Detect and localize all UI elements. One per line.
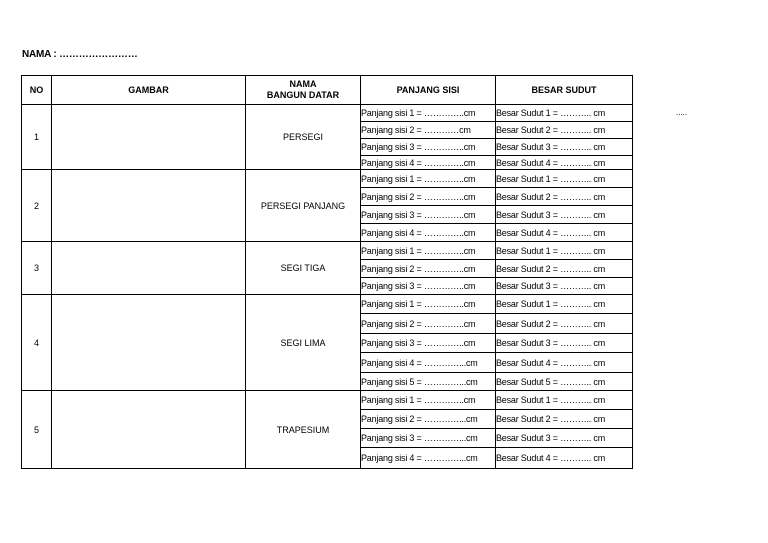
panjang-sisi-field[interactable]: Panjang sisi 1 = …………..cm (361, 170, 496, 188)
panjang-sisi-field[interactable]: Panjang sisi 2 = …………..cm (361, 188, 496, 206)
gambar-cell[interactable] (52, 170, 246, 242)
besar-sudut-field[interactable]: Besar Sudut 4 = ……….. cm (496, 224, 633, 242)
besar-sudut-field[interactable]: Besar Sudut 3 = ……….. cm (496, 429, 633, 448)
besar-sudut-field[interactable]: Besar Sudut 3 = ……….. cm (496, 206, 633, 224)
panjang-sisi-field[interactable]: Panjang sisi 3 = …………..cm (361, 334, 496, 353)
col-header-panjang-sisi: PANJANG SISI (361, 76, 496, 105)
panjang-sisi-field[interactable]: Panjang sisi 2 = …………..cm (361, 260, 496, 278)
panjang-sisi-field[interactable]: Panjang sisi 4 = …………..cm (361, 224, 496, 242)
panjang-sisi-field[interactable]: Panjang sisi 3 = …………..cm (361, 206, 496, 224)
panjang-sisi-field[interactable]: Panjang sisi 1 = …………..cm (361, 242, 496, 260)
panjang-sisi-field[interactable]: Panjang sisi 2 = …………..cm (361, 314, 496, 334)
panjang-sisi-field[interactable]: Panjang sisi 2 = …………...cm (361, 410, 496, 429)
besar-sudut-field[interactable]: Besar Sudut 2 = ……….. cm (496, 188, 633, 206)
shape-name: SEGI LIMA (246, 295, 361, 391)
besar-sudut-field[interactable]: Besar Sudut 2 = ……….. cm (496, 122, 633, 139)
besar-sudut-field[interactable]: Besar Sudut 3 = ……….. cm (496, 278, 633, 295)
col-header-nama-bangun-datar: NAMA BANGUN DATAR (246, 76, 361, 105)
besar-sudut-field[interactable]: Besar Sudut 2 = ……….. cm (496, 410, 633, 429)
side-dots: ..... (676, 108, 688, 117)
besar-sudut-field[interactable]: Besar Sudut 5 = ……….. cm (496, 373, 633, 391)
panjang-sisi-field[interactable]: Panjang sisi 1 = …………..cm (361, 105, 496, 122)
col-header-besar-sudut: BESAR SUDUT (496, 76, 633, 105)
row-number: 5 (22, 391, 52, 469)
shape-name: SEGI TIGA (246, 242, 361, 295)
gambar-cell[interactable] (52, 105, 246, 170)
row-number: 1 (22, 105, 52, 170)
besar-sudut-field[interactable]: Besar Sudut 4 = ……….. cm (496, 156, 633, 170)
besar-sudut-field[interactable]: Besar Sudut 2 = ……….. cm (496, 314, 633, 334)
besar-sudut-field[interactable]: Besar Sudut 1 = ……….. cm (496, 391, 633, 410)
besar-sudut-field[interactable]: Besar Sudut 4 = ……….. cm (496, 448, 633, 469)
row-number: 4 (22, 295, 52, 391)
panjang-sisi-field[interactable]: Panjang sisi 2 = …………cm (361, 122, 496, 139)
table-row (22, 105, 633, 122)
table-row (22, 242, 633, 260)
besar-sudut-field[interactable]: Besar Sudut 4 = ……….. cm (496, 353, 633, 373)
besar-sudut-field[interactable]: Besar Sudut 3 = ……….. cm (496, 139, 633, 156)
col-header-gambar: GAMBAR (52, 76, 246, 105)
gambar-cell[interactable] (52, 295, 246, 391)
row-number: 2 (22, 170, 52, 242)
besar-sudut-field[interactable]: Besar Sudut 3 = ……….. cm (496, 334, 633, 353)
shape-name: TRAPESIUM (246, 391, 361, 469)
besar-sudut-field[interactable]: Besar Sudut 1 = ……….. cm (496, 105, 633, 122)
gambar-cell[interactable] (52, 391, 246, 469)
panjang-sisi-field[interactable]: Panjang sisi 3 = …………..cm (361, 278, 496, 295)
besar-sudut-field[interactable]: Besar Sudut 2 = ……….. cm (496, 260, 633, 278)
panjang-sisi-field[interactable]: Panjang sisi 3 = …………...cm (361, 429, 496, 448)
worksheet-table (21, 75, 633, 469)
panjang-sisi-field[interactable]: Panjang sisi 5 = …………...cm (361, 373, 496, 391)
table-row (22, 170, 633, 188)
col-header-no: NO (22, 76, 52, 105)
panjang-sisi-field[interactable]: Panjang sisi 4 = …………...cm (361, 353, 496, 373)
panjang-sisi-field[interactable]: Panjang sisi 4 = …………..cm (361, 156, 496, 170)
besar-sudut-field[interactable]: Besar Sudut 1 = ……….. cm (496, 242, 633, 260)
panjang-sisi-field[interactable]: Panjang sisi 1 = …………..cm (361, 391, 496, 410)
panjang-sisi-field[interactable]: Panjang sisi 3 = …………..cm (361, 139, 496, 156)
panjang-sisi-field[interactable]: Panjang sisi 1 = …………..cm (361, 295, 496, 314)
nama-label: NAMA : …………………… (22, 49, 138, 60)
table-body (22, 105, 633, 469)
shape-name: PERSEGI (246, 105, 361, 170)
besar-sudut-field[interactable]: Besar Sudut 1 = ……….. cm (496, 170, 633, 188)
table-row (22, 391, 633, 410)
gambar-cell[interactable] (52, 242, 246, 295)
row-number: 3 (22, 242, 52, 295)
shape-name: PERSEGI PANJANG (246, 170, 361, 242)
table-row (22, 295, 633, 314)
panjang-sisi-field[interactable]: Panjang sisi 4 = …………...cm (361, 448, 496, 469)
table-header-row (22, 76, 633, 105)
besar-sudut-field[interactable]: Besar Sudut 1 = ……….. cm (496, 295, 633, 314)
